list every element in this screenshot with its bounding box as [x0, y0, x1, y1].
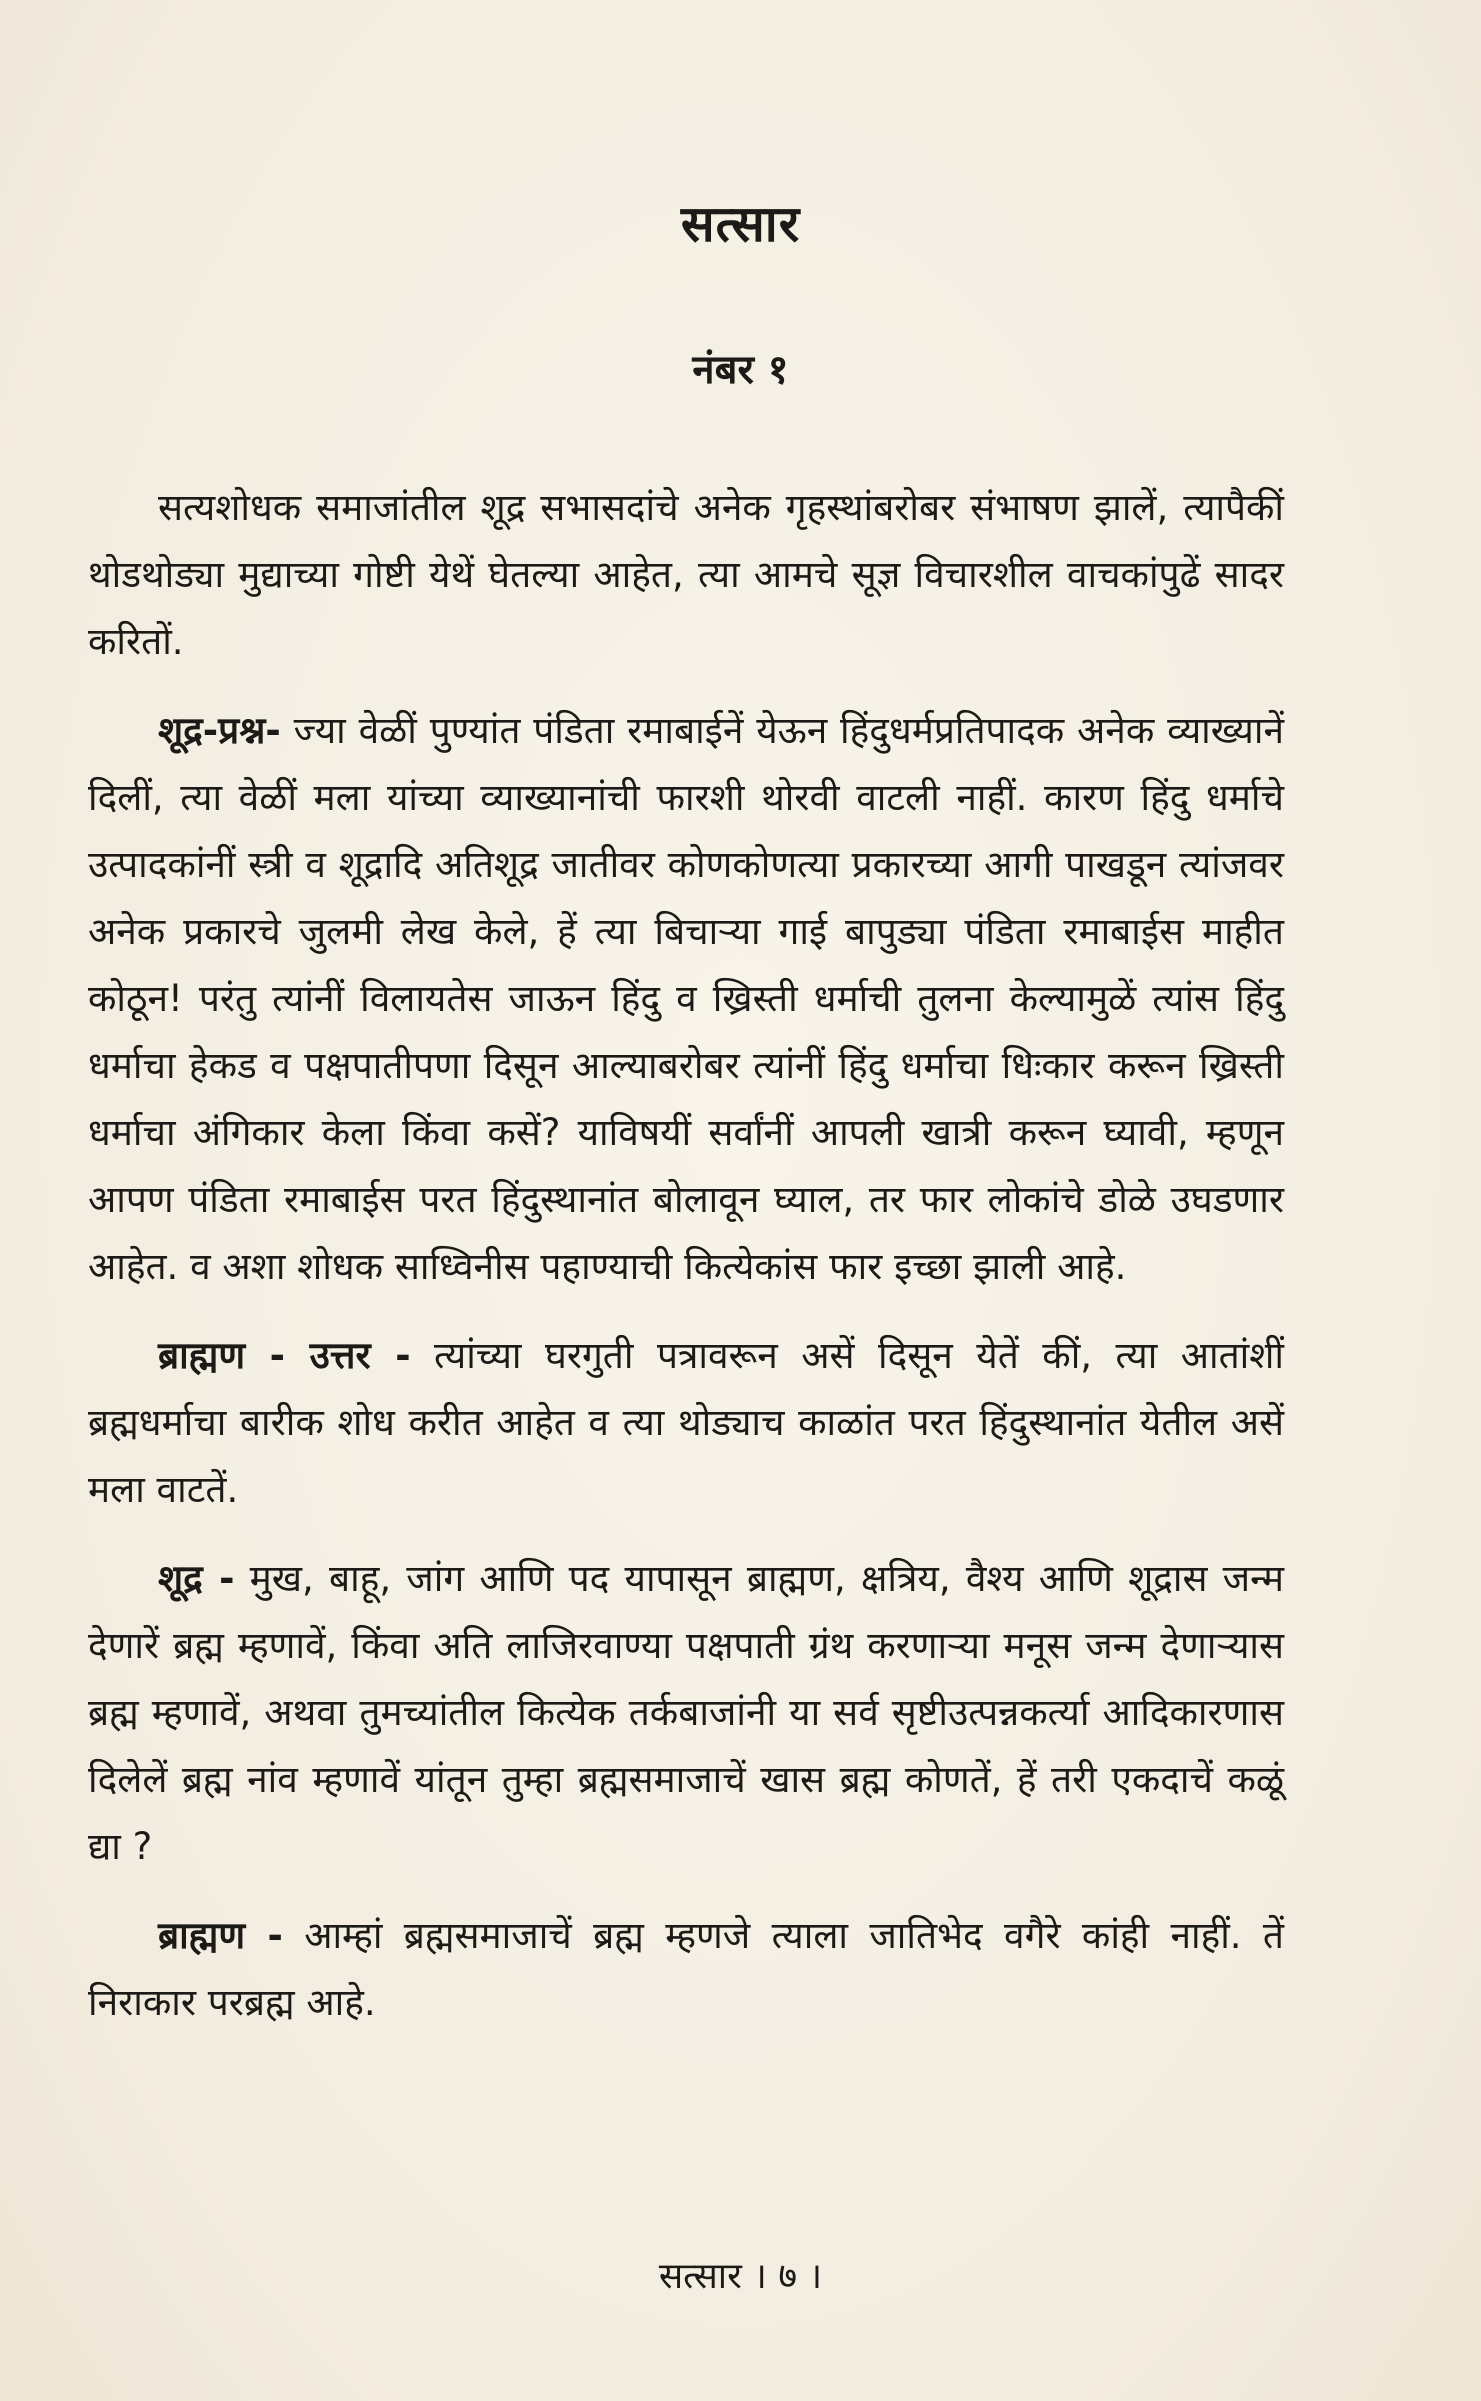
paragraph [88, 474, 1284, 675]
paragraph-text: आम्हां ब्रह्मसमाजाचें ब्रह्म म्हणजे त्याला जातिभेद वगैरे कांही नाहीं. तें निराकार परब्रह्म आहे. [88, 1914, 1284, 2024]
paragraph-text: त्यांच्या घरगुती पत्रावरून असें दिसून येतें कीं, त्या आतांशीं ब्रह्मधर्माचा बारीक शोध करीत आहेत व त्या थोड्याच काळांत परत हिंदुस्थानांत येतील असें मला वाटतें. [88, 1334, 1284, 1511]
speaker-label: ब्राह्मण - [158, 1914, 283, 1957]
speaker-label: ब्राह्मण - उत्तर - [158, 1334, 411, 1377]
paragraph [88, 1545, 1284, 1880]
paragraph-text: मुख, बाहू, जांग आणि पद यापासून ब्राह्मण, क्षत्रिय, वैश्य आणि शूद्रास जन्म देणारें ब्रह्म म्हणावें, किंवा अति लाजिरवाण्या पक्षपाती ग्रंथ करणाऱ्या मनूस जन्म देणाऱ्यास ब्रह्म म्हणावें, अथवा तुमच्यांतील कित्येक तर्कबाजांनी या सर्व सृष्टीउत्पन्नकर्त्या आदिकारणास दिलेलें ब्रह्म नांव म्हणावें यांतून तुम्हा ब्रह्मसमाजाचें खास ब्रह्म कोणतें, हें तरी एकदाचें कळूं द्या ? [88, 1557, 1285, 1868]
paragraph-text: ज्या वेळीं पुण्यांत पंडिता रमाबाईनें येऊन हिंदुधर्मप्रतिपादक अनेक व्याख्यानें दिलीं, त्या वेळीं मला यांच्या व्याख्यानांची फारशी थोरवी वाटली नाहीं. कारण हिंदु धर्माचे उत्पादकांनीं स्त्री व शूद्रादि अतिशूद्र जातीवर कोणकोणत्या प्रकारच्या आगी पाखडून त्यांजवर अनेक प्रकारचे जुलमी लेख केले, हें त्या बिचाऱ्या गाई बापुड्या पंडिता रमाबाईस माहीत कोठून! परंतु त्यांनीं विलायतेस जाऊन हिंदु व ख्रिस्ती धर्माची तुलना केल्यामुळें त्यांस हिंदु धर्माचा हेकड व पक्षपातीपणा दिसून आल्याबरोबर त्यांनीं हिंदु धर्माचा धिःकार करून ख्रिस्ती धर्माचा अंगिकार केला किंवा कसें? याविषयीं सर्वांनीं आपली खात्री करून घ्यावी, म्हणून आपण पंडिता रमाबाईस परत हिंदुस्थानांत बोलावून घ्याल, तर फार लोकांचे डोळे उघडणार आहेत. व अशा शोधक साध्विनीस पहाण्याची कित्येकांस फार इच्छा झाली आहे. [88, 709, 1284, 1288]
paragraph [88, 1902, 1284, 2036]
speaker-label: शूद्र - [158, 1557, 235, 1600]
section-number: नंबर १ [692, 347, 789, 393]
page-title: सत्सार [680, 195, 801, 253]
body-text [88, 474, 1284, 2058]
paragraph-text: सत्यशोधक समाजांतील शूद्र सभासदांचे अनेक गृहस्थांबरोबर संभाषण झालें, त्यापैकीं थोडथोड्या मुद्याच्या गोष्टी येथें घेतल्या आहेत, त्या आमचे सूज्ञ विचारशील वाचकांपुढें सादर करितों. [88, 486, 1284, 663]
speaker-label: शूद्र-प्रश्न- [158, 709, 281, 752]
page-footer: सत्सार । ७ । [658, 2256, 823, 2297]
paragraph [88, 1322, 1284, 1523]
paragraph [88, 697, 1284, 1300]
